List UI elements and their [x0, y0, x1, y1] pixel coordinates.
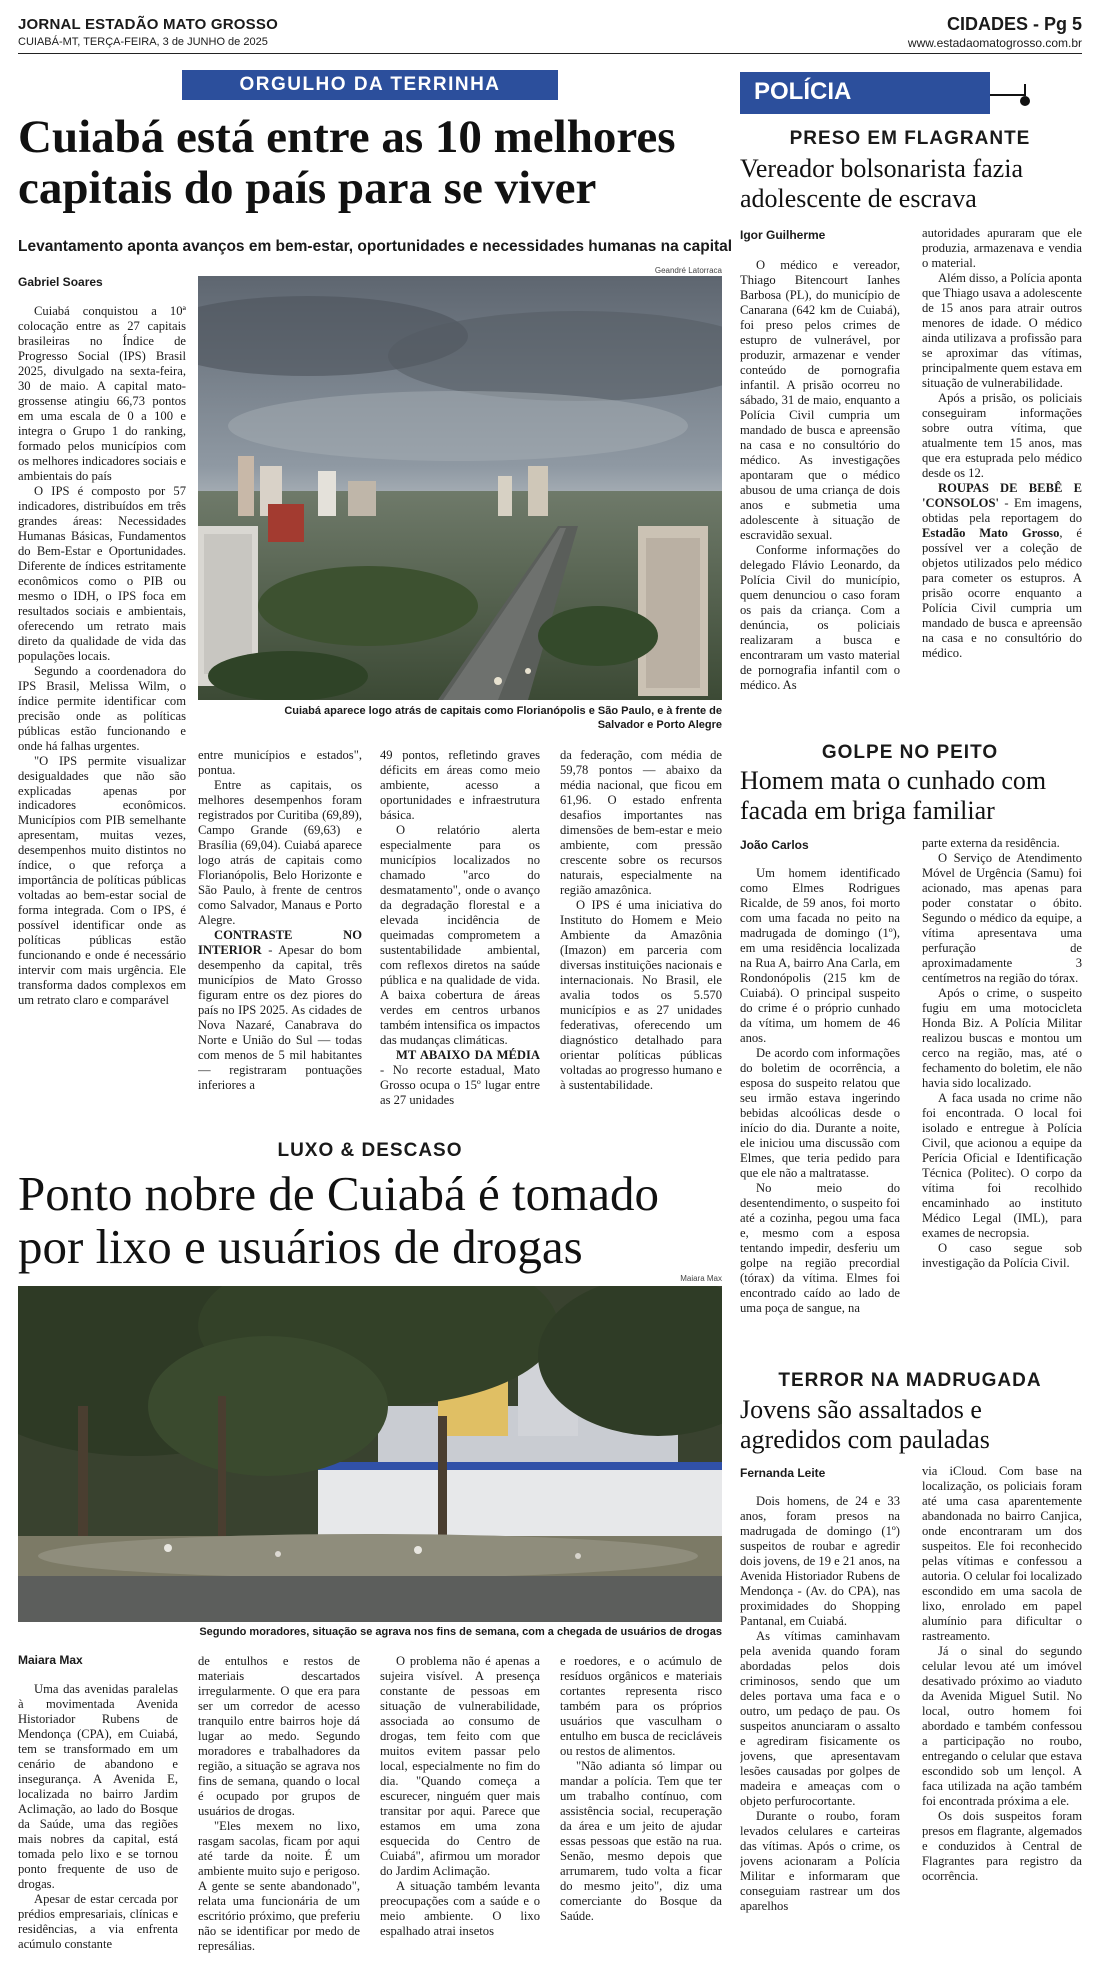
- policia-story1-headline: [740, 154, 1084, 213]
- section-page-label: CIDADES - Pg 5: [946, 14, 1082, 34]
- second-byline: Maiara Max: [18, 1653, 83, 1667]
- second-headline-line2: por lixo e usuários de drogas: [18, 1218, 583, 1274]
- newspaper-name: JORNAL ESTADÃO MATO GROSSO: [18, 16, 278, 33]
- second-column-1: [18, 1682, 178, 1964]
- paragraph: Um homem identificado como Elmes Rodrigues Ricalde, de 59 anos, foi morto com uma facada no peito na madrugada de domingo (1º), em uma residência localizada na Rua A, bairro Ana Carla, em Rondonópolis (215 km de Cuiabá). O principal suspeito do crime é o próprio cunhado da vítima, um homem de 46 anos.: [740, 866, 900, 1045]
- headline-line: agredidos com pauladas: [740, 1424, 990, 1454]
- lead-photo-cuiaba-skyline: [198, 276, 722, 700]
- paragraph: via iCloud. Com base na localização, os policiais foram até uma casa aparentemente abandonada no bairro Canjica, onde encontraram um dos suspeitos. Ele foi reconhecido pelas vítimas e confessou a autoria. O celular foi localizado escondido em uma sacola de lixo, enrolado em papel alumínio para dificultar o rastreamento.: [922, 1464, 1082, 1643]
- paragraph: Uma das avenidas paralelas à movimentada Avenida Historiador Rubens de Mendonça (CPA), em Cuiabá, tem se transformado em um cenário de abandono e insegurança. A Avenida E, localizada no bairro Jardim Aclimação, ao lado do Bosque da Saúde, uma das regiões mais nobres da capital, está tomada pelo lixo e se tornou ponto frequente de uso de drogas.: [18, 1682, 178, 1891]
- subheading: ROUPAS DE BEBÊ E 'CONSOLOS': [922, 480, 1082, 510]
- paragraph: Segundo a coordenadora do IPS Brasil, Melissa Wilm, o índice permite identificar com precisão onde as políticas públicas estão funcionando e onde há falhas urgentes.: [18, 663, 186, 753]
- paragraph: Durante o roubo, foram levados celulares e carteiras das vítimas. Após o crime, os jovens acionaram a Polícia Militar e informaram que conseguiam rastrear um dos aparelhos: [740, 1808, 900, 1913]
- lead-column-4: [560, 748, 722, 1136]
- second-photo-avenue: [18, 1286, 722, 1622]
- headline-line: Jovens são assaltados e: [740, 1395, 982, 1424]
- policia-story1-column-1: [740, 258, 900, 734]
- paragraph: Após a prisão, os policiais conseguiram informações sobre outra vítima, que atualmente tem 15 anos, mas que era estuprada pelo médico desde os 12.: [922, 390, 1082, 480]
- paragraph: "Eles mexem no lixo, rasgam sacolas, ficam por aqui até tarde da noite. É um ambiente muito sujo e perigoso. A gente se sente abandonado", relata uma funcionária de um escritório próximo, que preferiu não se identificar por medo de represálias.: [198, 1818, 360, 1953]
- paragraph: Entre as capitais, os melhores desempenhos foram registrados por Curitiba (69,89), Campo Grande (69,63) e Brasília (69,04). Cuiabá aparece logo atrás de capitais como Florianópolis, Belo Horizonte e São Paulo, à frente de centros como Salvador, Manaus e Porto Alegre.: [198, 777, 362, 927]
- second-column-2: [198, 1654, 360, 1964]
- policia-story2-column-1: [740, 866, 900, 1362]
- paragraph: Os dois suspeitos foram presos em flagrante, algemados e conduzidos à Central de Flagrantes para registro da ocorrência.: [922, 1808, 1082, 1883]
- paragraph: O Serviço de Atendimento Móvel de Urgência (Samu) foi acionado, mas apenas para poder constatar o óbito. Segundo o médico da equipe, a vítima apresentava uma perfuração de aproximadamente 3 centímetros na região do tórax.: [922, 850, 1082, 985]
- paragraph: "Não adianta só limpar ou mandar a polícia. Tem que ter um trabalho contínuo, com assistência social, recuperação da área e um jeito de ajudar essas pessoas que estão na rua. Senão, mesmo depois que arrumarem, tudo volta a ficar do mesmo jeito", diz uma comerciante do Bosque da Saúde.: [560, 1758, 722, 1923]
- policia-story3-column-2: [922, 1464, 1082, 1964]
- headline-line: Homem mata o cunhado com: [740, 766, 1047, 795]
- website-url[interactable]: www.estadaomatogrosso.com.br: [907, 36, 1082, 50]
- paragraph: Cuiabá conquistou a 10ª colocação entre as 27 capitais brasileiras no Índice de Progresso Social (IPS) Brasil 2025, divulgado na sexta-feira, 30 de maio. A capital mato-grossense atingiu 66,73 pontos em uma escala de 0 a 100 e integra o Grupo 1 do ranking, formado pelos municípios com os melhores indicadores sociais e ambientais do país: [18, 304, 186, 483]
- paragraph: de entulhos e restos de materiais descartados irregularmente. O que era para ser um corredor de acesso tranquilo entre bairros hoje dá lugar ao medo. Segundo moradores e trabalhadores da região, a situação se agrava nos fins de semana, quando o local é ocupado por grupos de usuários de drogas.: [198, 1654, 360, 1818]
- subheading: MT ABAIXO DA MÉDIA: [396, 1047, 540, 1062]
- lead-headline-line1: Cuiabá está entre as 10 melhores: [18, 111, 676, 163]
- paragraph-text: , é possível ver a coleção de objetos utilizados pelo médico para cometer os estupros. A prisão ocorre enquanto a Polícia Civil cumpria um mandado de busca e apreensão na casa e no consultório do médico.: [922, 525, 1082, 660]
- paragraph: O IPS é uma iniciativa do Instituto do Homem e Meio Ambiente da Amazônia (Imazon) em parceria com diversas instituições nacionais e internacionais. No Brasil, ele avalia todos os 5.570 municípios e as 27 unidades federativas, oferecendo um diagnóstico detalhado para orientar políticas públicas voltadas ao progresso humano e à sustentabilidade.: [560, 897, 722, 1092]
- newspaper-mention: Estadão Mato Grosso: [922, 525, 1060, 540]
- second-headline-line1: Ponto nobre de Cuiabá é tomado: [18, 1166, 659, 1221]
- paragraph: Conforme informações do delegado Flávio Leonardo, da Polícia Civil do município, quem denunciou o caso foram os pais da criança. Com a denúncia, os policiais realizaram a busca e encontraram um vasto material de pornografia infantil com o médico. As: [740, 542, 900, 692]
- paragraph: [380, 1048, 540, 1108]
- headline-line: facada em briga familiar: [740, 795, 995, 825]
- paragraph: O relatório alerta especialmente para os municípios localizados no chamado "arco do desmatamento", onde o avanço da degradação florestal e a elevada incidência de queimadas comprometem a sustentabilidade ambiental, com reflexos diretos na saúde pública e na qualidade de vida. A baixa cobertura de áreas verdes em centros urbanos também intensifica os impactos das mudanças climáticas.: [380, 822, 540, 1047]
- lead-column-2: [198, 748, 362, 1136]
- lead-column-1: [18, 304, 186, 1136]
- paragraph: Já o sinal do segundo celular levou até um imóvel desativado próximo ao viaduto da Avenida Miguel Sutil. No local, outro homem foi abordado e também confessou a participação no roubo, entregando o celular que estava escondido sob um lençol. A faca utilizada na ação também foi encontrada próxima a ele.: [922, 1643, 1082, 1808]
- second-headline: [18, 1168, 738, 1274]
- lead-headline-line2: capitais do país para se viver: [18, 161, 597, 214]
- paragraph: "O IPS permite visualizar desigualdades que não são explicadas apenas por indicadores econômicos. Municípios com PIB semelhante apresentam, muitas vezes, desempenhos muito distintos no índice, o que reforça a importância de políticas públicas voltadas ao bem-estar social de forma integrada. Com o IPS, é possível identificar onde as políticas públicas estão funcionando e onde é necessário intervir com mais urgência. Ele transforma dados complexos em um retrato claro e comparável: [18, 753, 186, 1008]
- subheading: CONTRASTE NO INTERIOR: [198, 927, 362, 957]
- second-column-4: [560, 1654, 722, 1964]
- lead-photo-caption: [198, 704, 722, 733]
- lead-kicker: ORGULHO DA TERRINHA: [182, 70, 558, 100]
- banner-decoration: [1020, 96, 1030, 106]
- policia-story2-kicker: GOLPE NO PEITO: [821, 742, 999, 763]
- paragraph: As vítimas caminhavam pela avenida quando foram abordadas pelos dois criminosos, sendo que um deles portava uma faca e o outro, um pedaço de pau. Os suspeitos anunciaram o assalto e agrediram fisicamente os jovens, que apresentavam lesões causadas por golpes de madeira e ameaças com o objeto perfurocortante.: [740, 1628, 900, 1808]
- headline-line: adolescente de escrava: [740, 183, 977, 213]
- paragraph: O problema não é apenas a sujeira visível. A presença constante de pessoas em situação de vulnerabilidade, associada ao consumo de drogas, tem feito com que muitos evitem passar pelo local, especialmente no fim do dia. "Quando começa a escurecer, ninguém quer mais transitar por aqui. Parece que estamos em uma zona esquecida do Centro de Cuiabá", afirmou um morador do Jardim Aclimação.: [380, 1654, 540, 1878]
- banner-decoration: [1024, 84, 1026, 96]
- banner-decoration: [990, 94, 1026, 96]
- second-column-3: [380, 1654, 540, 1964]
- paragraph: 49 pontos, refletindo graves déficits em áreas como meio ambiente, acesso a oportunidades e infraestrutura básica.: [380, 748, 540, 822]
- paragraph: No meio do desentendimento, o suspeito foi até a cozinha, pegou uma faca e, mesmo com a esposa tentando impedir, desferiu um golpe na região precordial (tórax) da vítima. Elmes foi encontrado caído ao lado de uma poça de sangue, na: [740, 1180, 900, 1315]
- paragraph: Após o crime, o suspeito fugiu em uma motocicleta Honda Biz. A Polícia Militar realizou buscas e montou um cerco na região, mas, até o fechamento do boletim, ele não havia sido localizado.: [922, 985, 1082, 1090]
- paragraph: Dois homens, de 24 e 33 anos, foram presos na madrugada de domingo (1º) suspeitos de roubar e agredir dois jovens, de 19 e 21 anos, na Avenida Historiador Rubens de Mendonça - (Av. do CPA), nas proximidades do Shopping Pantanal, em Cuiabá.: [740, 1494, 900, 1628]
- paragraph: Apesar de estar cercada por prédios empresariais, clínicas e residências, a via enfrenta acúmulo constante: [18, 1891, 178, 1951]
- paragraph-text: - Em imagens, obtidas pela reportagem do: [922, 495, 1082, 525]
- lead-subheadline: Levantamento aponta avanços em bem-estar, oportunidades e necessidades humanas na capital: [18, 238, 733, 255]
- policia-story1-byline: Igor Guilherme: [740, 228, 826, 242]
- lead-photo-credit: Geandré Latorraca: [654, 266, 722, 275]
- lead-caption-line1: Cuiabá aparece logo atrás de capitais como Florianópolis e São Paulo, e à frente de: [284, 705, 722, 717]
- second-photo-credit: Maiara Max: [680, 1274, 722, 1283]
- policia-story1-kicker: PRESO EM FLAGRANTE: [789, 128, 1031, 149]
- paragraph: De acordo com informações do boletim de ocorrência, a esposa do suspeito relatou que seu irmão estava ingerindo bebidas alcoólicas desde o início do dia. Durante a noite, ele iniciou uma discussão com Elmes, que teria pedido para que ele não a maltratasse.: [740, 1045, 900, 1180]
- second-photo-caption: Segundo moradores, situação se agrava nos fins de semana, com a chegada de usuários de drogas: [199, 1626, 722, 1638]
- dateline: CUIABÁ-MT, TERÇA-FEIRA, 3 de JUNHO de 2025: [18, 36, 268, 48]
- paragraph: A faca usada no crime não foi encontrada. O local foi isolado e entregue à Polícia Civil, que acionou a equipe da Perícia Oficial e Identificação Técnica (Politec). O corpo da vítima foi recolhido encaminhado ao instituto Médico Legal (IML), para exames de necropsia.: [922, 1090, 1082, 1240]
- paragraph: O médico e vereador, Thiago Bitencourt Ianhes Barbosa (PL), do município de Canarana (642 km de Cuiabá), foi preso pelos crimes de estupro de vulnerável, por produzir, armazenar e vender conteúdo de pornografia infantil. A prisão ocorreu no sábado, 31 de maio, enquanto a Polícia Civil cumpria um mandado de busca e apreensão na casa e no consultório do médico. As investigações apontaram que o médico abusou de uma criança de dois anos e submetia uma adolescente à situação de escravidão sexual.: [740, 258, 900, 542]
- policia-story2-headline: [740, 766, 1084, 825]
- paragraph: parte externa da residência.: [922, 836, 1060, 850]
- page-header: [18, 14, 1082, 54]
- paragraph-text: - Apesar do bom desempenho da capital, três municípios de Mato Grosso figuram entre os dez piores do país no IPS 2025. As cidades de Nova Nazaré, Canabrava do Norte e União do Sul — todas com menos de 5 mil habitantes — registraram pontuações inferiores a: [198, 942, 362, 1092]
- paragraph: [198, 928, 362, 1093]
- paragraph: [922, 481, 1082, 661]
- second-kicker: LUXO & DESCASO: [277, 1140, 463, 1161]
- policia-story2-byline: João Carlos: [740, 838, 809, 852]
- policia-story2-column-2: [922, 836, 1082, 1362]
- paragraph-text: - No recorte estadual, Mato Grosso ocupa o 15º lugar entre as 27 unidades: [380, 1062, 540, 1107]
- paragraph: A situação também levanta preocupações com a saúde e o meio ambiente. O lixo espalhado atrai insetos: [380, 1878, 540, 1938]
- headline-line: Vereador bolsonarista fazia: [740, 154, 1023, 183]
- policia-story3-kicker: TERROR NA MADRUGADA: [778, 1370, 1042, 1391]
- paragraph: da federação, com média de 59,78 pontos — abaixo da média nacional, que ficou em 61,96. O estado enfrenta desafios importantes nas dimensões de bem-estar e meio ambiente, com pressão crescente sobre os recursos naturais, especialmente na região amazônica.: [560, 748, 722, 897]
- paragraph: autoridades apuraram que ele produzia, armazenava e vendia o material.: [922, 226, 1082, 270]
- lead-caption-line2: Salvador e Porto Alegre: [597, 719, 722, 732]
- paragraph: e roedores, e o acúmulo de resíduos orgânicos e materiais cortantes representa risco também para os próprios usuários que vasculham o entulho em busca de recicláveis ou restos de alimentos.: [560, 1654, 722, 1758]
- paragraph: O caso segue sob investigação da Polícia Civil.: [922, 1240, 1082, 1270]
- paragraph: Além disso, a Polícia aponta que Thiago usava a adolescente de 15 anos para atrair outros menores de idade. O médico ainda utilizava a profissão para se aproximar das vítimas, principalmente quem estava em situação de vulnerabilidade.: [922, 270, 1082, 390]
- policia-story1-column-2: [922, 226, 1082, 734]
- paragraph: O IPS é composto por 57 indicadores, distribuídos em três grandes áreas: Necessidades Humanas Básicas, Fundamentos do Bem-Estar e Oportunidades. Diferente de índices estritamente econômicos como o PIB ou mesmo o IDH, o IPS foca em resultados sociais e ambientais, oferecendo um retrato mais direto da qualidade de vida das populações locais.: [18, 483, 186, 663]
- policia-story3-column-1: [740, 1494, 900, 1964]
- paragraph: entre municípios e estados", pontua.: [198, 748, 362, 777]
- lead-headline: [18, 112, 738, 214]
- policia-story3-byline: Fernanda Leite: [740, 1466, 826, 1480]
- lead-column-3: [380, 748, 540, 1136]
- section-banner-policia: POLÍCIA: [740, 72, 990, 114]
- lead-byline: Gabriel Soares: [18, 275, 103, 289]
- policia-story3-headline: [740, 1395, 1084, 1454]
